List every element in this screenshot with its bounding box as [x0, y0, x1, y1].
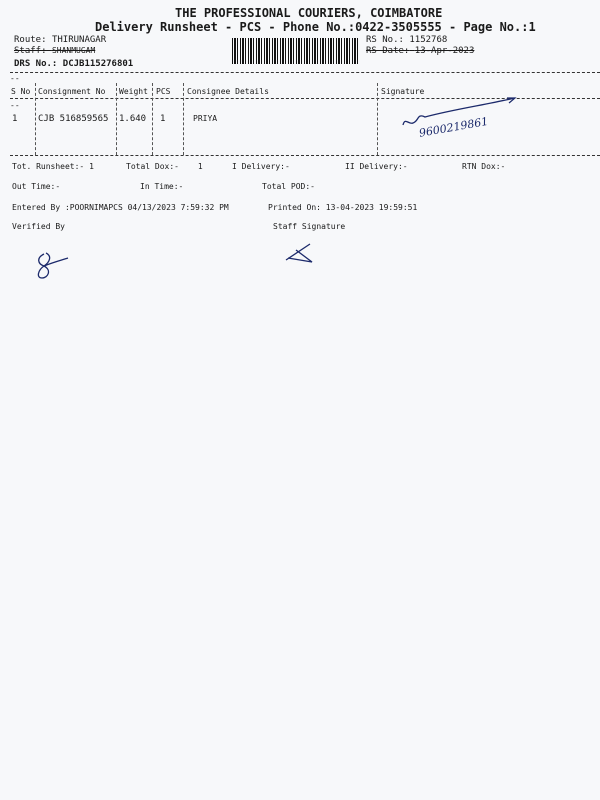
rs-no-label: RS No.: — [366, 35, 404, 45]
in-time: In Time:- — [140, 182, 184, 191]
printed-on: Printed On: 13-04-2023 19:59:51 — [268, 203, 418, 212]
header-consignee: Consignee Details — [187, 87, 269, 96]
staff-label: Staff: — [14, 46, 47, 56]
column-divider — [377, 83, 378, 155]
company-title: THE PROFESSIONAL COURIERS, COIMBATORE — [175, 6, 443, 20]
column-divider — [183, 83, 184, 155]
verifier-signature — [32, 248, 72, 284]
tot-runsheet: Tot. Runsheet:- 1 — [12, 162, 94, 171]
separator-mark: -- — [10, 74, 20, 83]
staff-row — [14, 46, 95, 56]
total-dox — [126, 162, 203, 171]
staff-value: SHANMUGAM — [51, 46, 96, 55]
staff-signature-mark — [282, 240, 322, 270]
header-consignment: Consignment No — [38, 87, 106, 96]
separator-top — [10, 72, 600, 73]
barcode — [232, 38, 360, 64]
total-dox-label: Total Dox:- — [126, 162, 179, 171]
header-pcs: PCS — [156, 87, 171, 96]
rs-no-row — [366, 35, 447, 45]
i-delivery: I Delivery:- — [232, 162, 290, 171]
runsheet-subtitle: Delivery Runsheet - PCS - Phone No.:0422-3505555 - Page No.:1 — [95, 20, 536, 34]
row-pcs: 1 — [160, 114, 166, 124]
staff-signature-label: Staff Signature — [273, 222, 346, 231]
header-sno: S No — [11, 87, 31, 96]
row-mark: -- — [10, 101, 20, 110]
column-divider — [116, 83, 117, 155]
row-sno: 1 — [12, 114, 18, 124]
route-label: Route: — [14, 35, 47, 45]
header-signature: Signature — [381, 87, 425, 96]
header-weight: Weight — [119, 87, 148, 96]
row-weight: 1.640 — [119, 114, 147, 124]
total-pod: Total POD:- — [262, 182, 315, 191]
route-value: THIRUNAGAR — [51, 35, 107, 45]
rs-no-value: 1152768 — [409, 35, 448, 45]
separator-bottom — [10, 155, 600, 156]
rtn-dox: RTN Dox:- — [462, 162, 506, 171]
rs-date-label: RS Date: — [366, 46, 410, 56]
entered-by: Entered By :POORNIMAPCS 04/13/2023 7:59:32 PM — [12, 203, 229, 212]
handwritten-phone: 9600219861 — [418, 114, 490, 140]
rs-date-row — [366, 46, 474, 56]
drs-label: DRS No.: — [14, 59, 58, 69]
route-row — [14, 35, 106, 45]
drs-row — [14, 59, 133, 69]
verified-by: Verified By — [12, 222, 65, 231]
ii-delivery: II Delivery:- — [345, 162, 408, 171]
rs-date-value: 13-Apr-2023 — [414, 46, 475, 56]
column-divider — [152, 83, 153, 155]
out-time: Out Time:- — [12, 182, 61, 191]
row-consignment: CJB 516859565 — [38, 114, 109, 124]
row-consignee: PRIYA — [193, 114, 218, 123]
drs-value: DCJB115276801 — [62, 59, 134, 69]
total-dox-value: 1 — [197, 162, 203, 171]
column-divider — [35, 83, 36, 155]
